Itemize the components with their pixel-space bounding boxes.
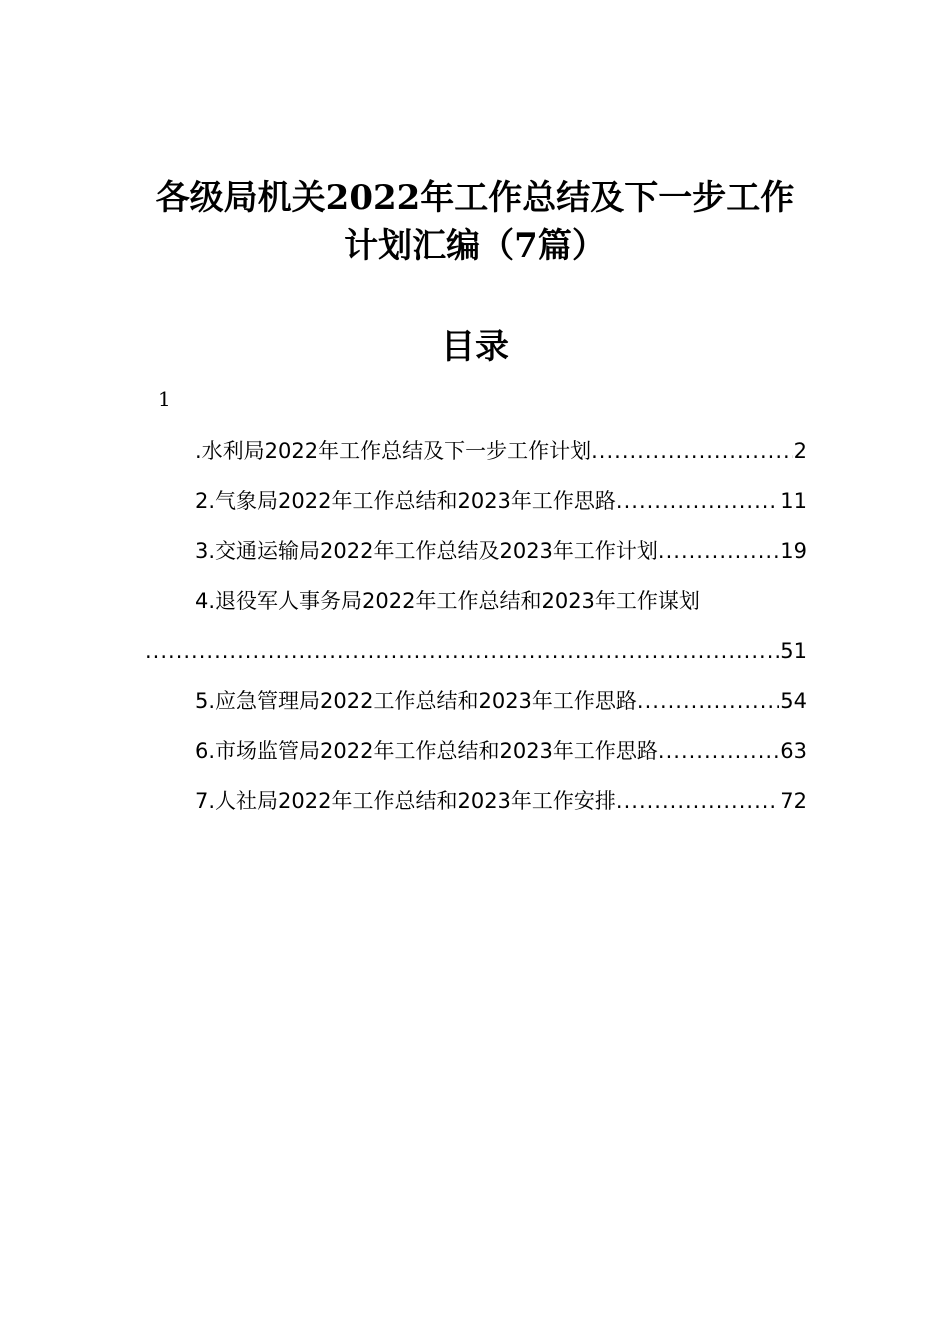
toc-entry-1[interactable] [195, 432, 807, 466]
toc-entry-page: 54 [780, 689, 807, 713]
toc-entry-page: 72 [780, 789, 807, 813]
toc-leader-dots [637, 686, 779, 716]
toc-entry-title: 7.人社局2022年工作总结和2023年工作安排 [195, 789, 616, 813]
toc-entry-5[interactable] [195, 682, 807, 716]
list-marker: 1 [158, 387, 171, 411]
toc-leader-dots [658, 536, 779, 566]
toc-entry-4-continuation[interactable] [145, 632, 807, 666]
document-title-line-1: 各级局机关2022年工作总结及下一步工作 [155, 178, 795, 218]
toc-entry-page: 51 [780, 639, 807, 663]
toc-entry-title: 2.气象局2022年工作总结和2023年工作思路 [195, 489, 616, 513]
document-title-line-2: 计划汇编（7篇） [344, 226, 606, 266]
toc-entry-3[interactable] [195, 532, 807, 566]
toc-leader-dots [591, 436, 793, 466]
toc-entry-4[interactable] [195, 582, 807, 616]
toc-entry-2[interactable] [195, 482, 807, 516]
toc-entry-page: 19 [780, 539, 807, 563]
toc-leader-dots [616, 786, 779, 816]
toc-entry-7[interactable] [195, 782, 807, 816]
toc-entry-6[interactable] [195, 732, 807, 766]
toc-entry-title: 6.市场监管局2022年工作总结和2023年工作思路 [195, 739, 658, 763]
toc-leader-dots [616, 486, 779, 516]
toc-entry-title: .水利局2022年工作总结及下一步工作计划 [195, 439, 592, 463]
toc-entry-title: 4.退役军人事务局2022年工作总结和2023年工作谋划 [195, 589, 700, 613]
toc-entry-title: 5.应急管理局2022工作总结和2023年工作思路 [195, 689, 637, 713]
toc-entry-page: 2 [793, 439, 807, 463]
toc-entry-page: 63 [780, 739, 807, 763]
toc-leader-dots [658, 736, 779, 766]
toc-heading: 目录 [441, 327, 509, 367]
toc-leader-dots [145, 636, 779, 666]
toc-entry-title: 3.交通运输局2022年工作总结及2023年工作计划 [195, 539, 658, 563]
toc-entry-page: 11 [780, 489, 807, 513]
